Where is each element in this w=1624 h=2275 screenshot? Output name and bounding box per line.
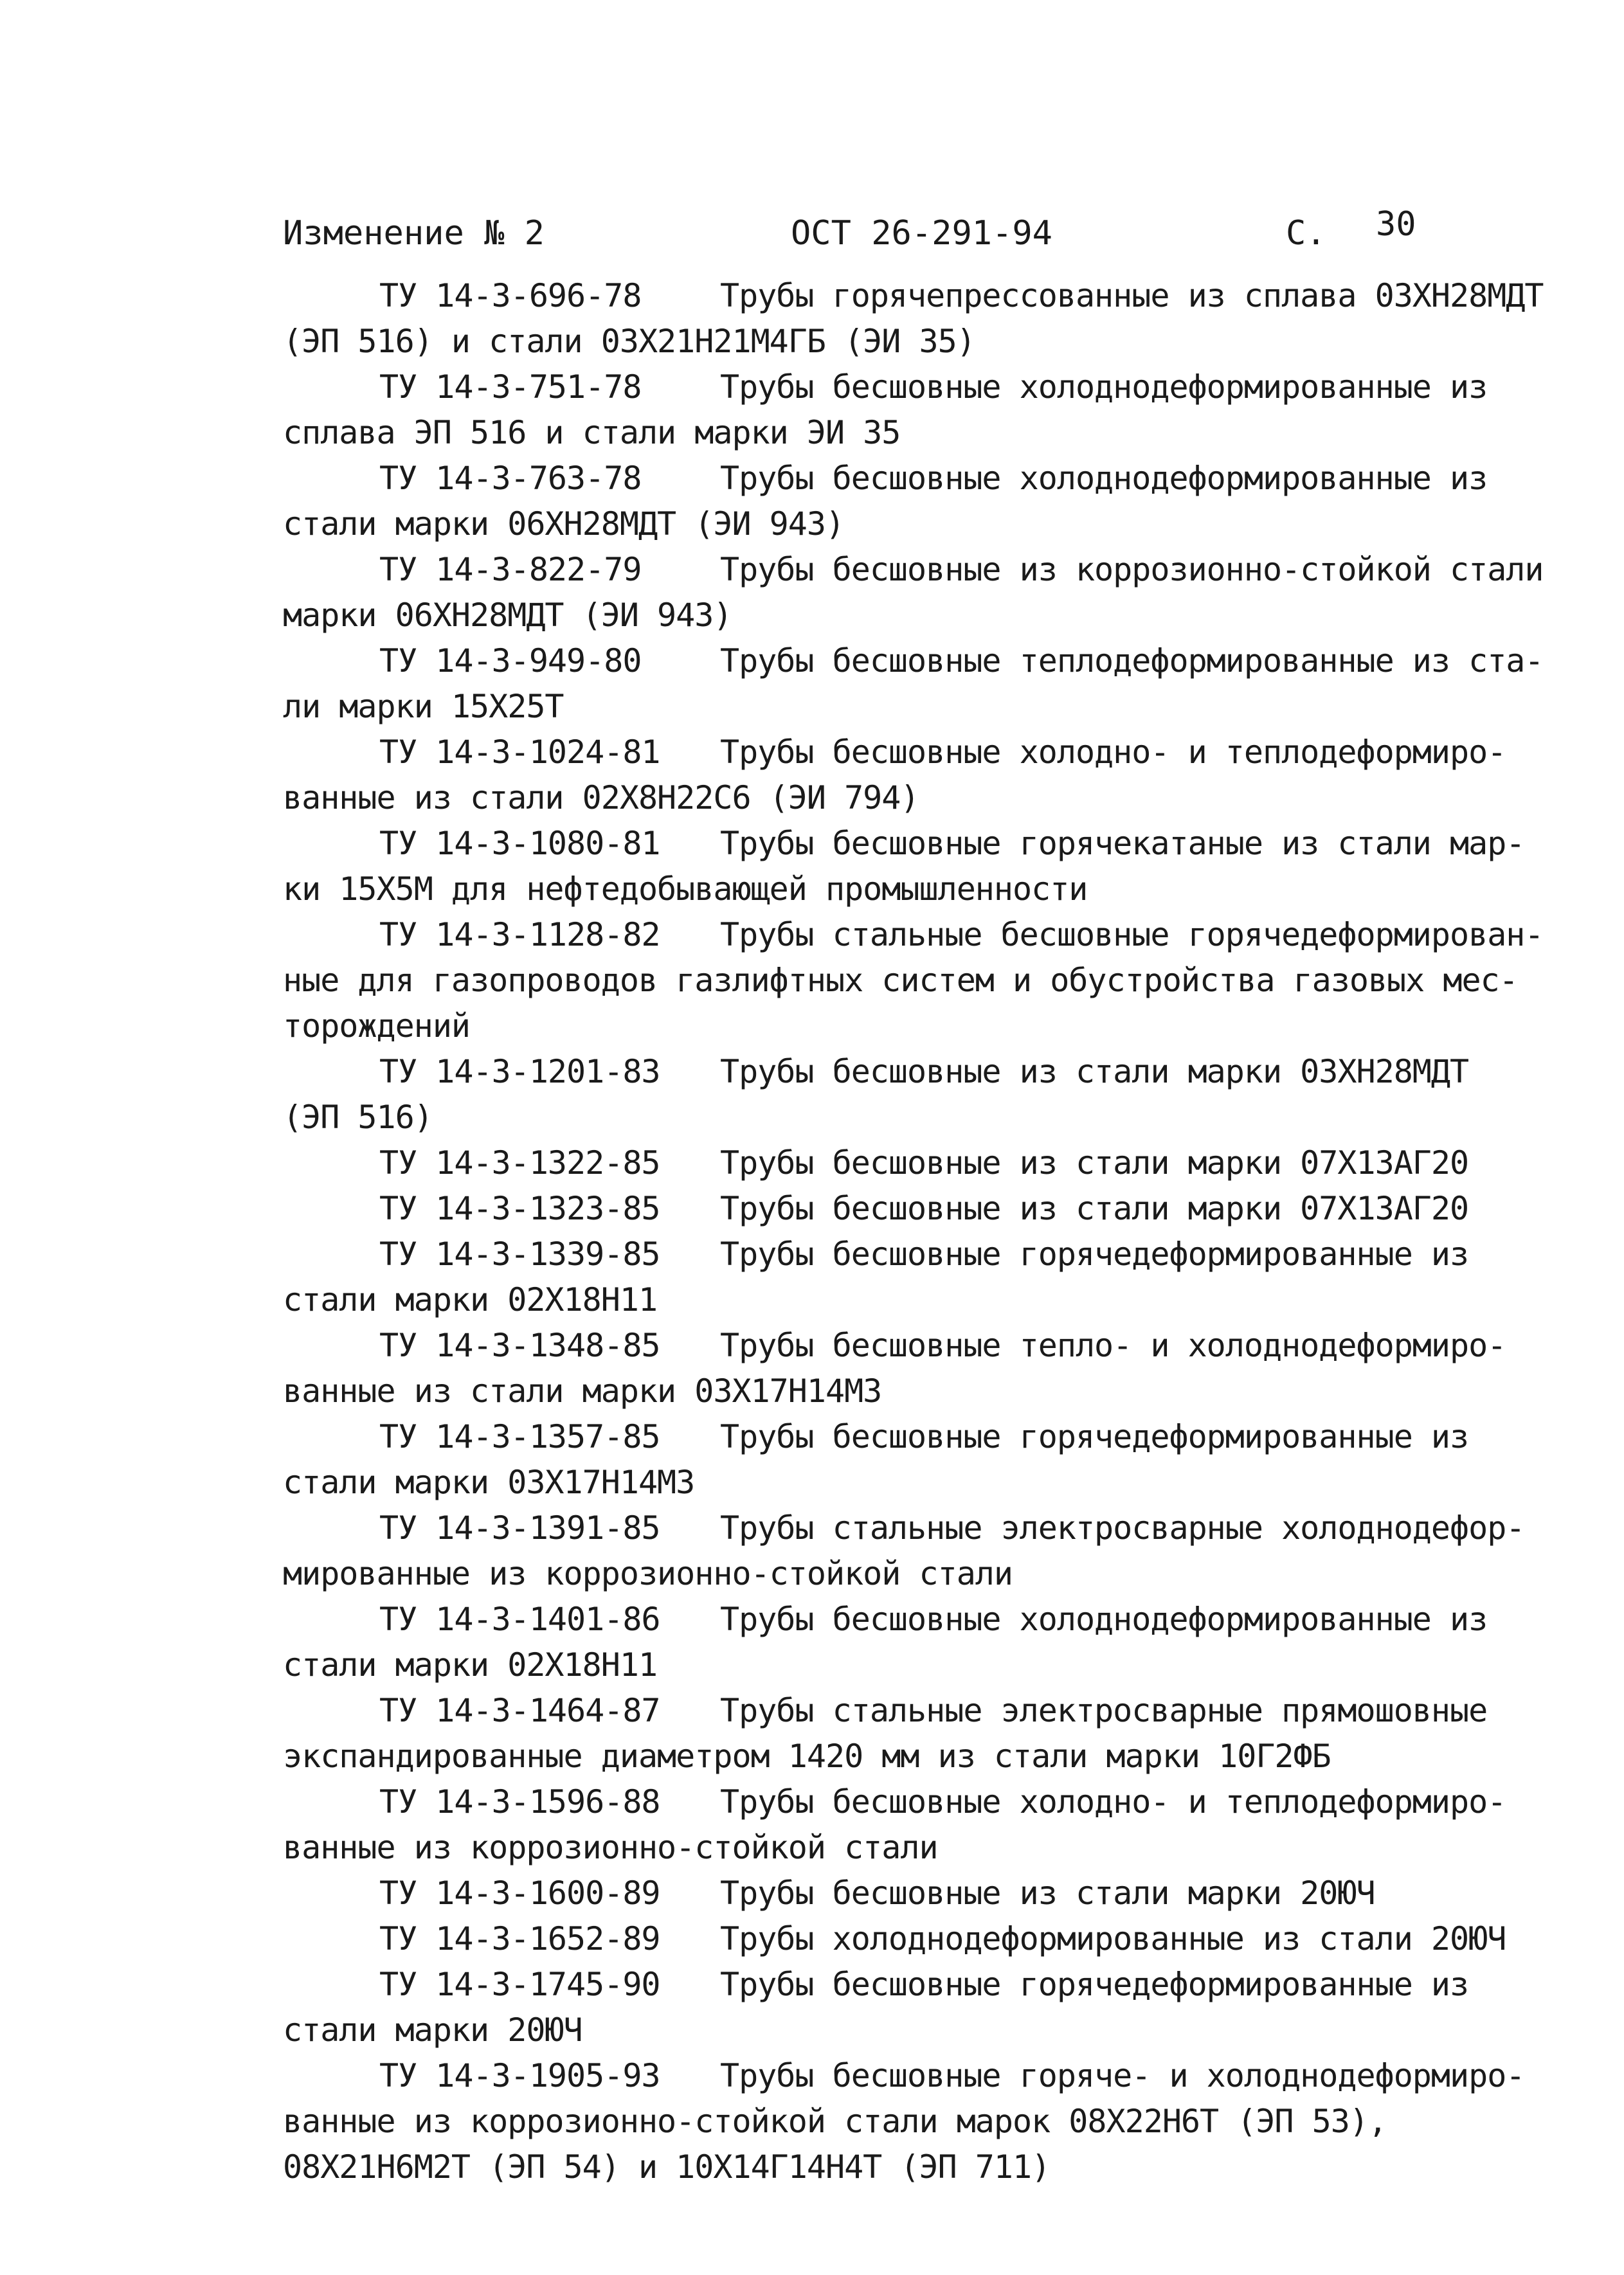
- spec-continuation-line: ванные из коррозионно-стойкой стали: [283, 1829, 938, 1866]
- change-number: Изменение № 2: [283, 214, 545, 253]
- spec-continuation-line: 08Х21Н6М2Т (ЭП 54) и 10Х14Г14Н4Т (ЭП 711): [283, 2148, 1051, 2186]
- spec-code: ТУ 14-3-1080-81: [379, 825, 660, 862]
- spec-code: ТУ 14-3-1596-88: [379, 1783, 660, 1821]
- spec-entry: [283, 1871, 1569, 1916]
- spec-code: ТУ 14-3-1464-87: [379, 1692, 660, 1729]
- spec-entry: [283, 1688, 1569, 1779]
- spec-code: ТУ 14-3-751-78: [379, 368, 642, 406]
- spec-entry-first-line: [283, 638, 1569, 684]
- spec-entry-first-line: [283, 1962, 1569, 2008]
- spec-continuation-line: торождений: [283, 1007, 471, 1045]
- spec-entry: [283, 821, 1569, 912]
- spec-title: Трубы бесшовные горяче- и холоднодеформиро-: [720, 2057, 1525, 2094]
- spec-code: ТУ 14-3-1339-85: [379, 1236, 660, 1273]
- spec-entry: [283, 456, 1569, 547]
- spec-entry-first-line: [283, 1506, 1569, 1551]
- spec-entry-first-line: [283, 273, 1569, 319]
- spec-entry: [283, 547, 1569, 638]
- spec-code: ТУ 14-3-1348-85: [379, 1327, 660, 1364]
- spec-code: ТУ 14-3-1323-85: [379, 1190, 660, 1227]
- spec-entry-first-line: [283, 1916, 1569, 1962]
- spec-continuation-line: ванные из стали 02Х8Н22С6 (ЭИ 794): [283, 779, 919, 816]
- spec-code: ТУ 14-3-1905-93: [379, 2057, 660, 2094]
- spec-entry: [283, 273, 1569, 364]
- spec-code: ТУ 14-3-763-78: [379, 460, 642, 497]
- spec-entry-first-line: [283, 547, 1569, 593]
- spec-title: Трубы стальные бесшовные горячедеформирован-: [720, 916, 1544, 953]
- spec-code: ТУ 14-3-1128-82: [379, 916, 660, 953]
- spec-title: Трубы бесшовные из стали марки 07Х13АГ20: [720, 1144, 1469, 1182]
- spec-title: Трубы бесшовные горячедеформированные из: [720, 1418, 1469, 1455]
- spec-continuation-line: мированные из коррозионно-стойкой стали: [283, 1555, 1013, 1592]
- spec-continuation-line: ли марки 15Х25Т: [283, 688, 564, 725]
- spec-entry-first-line: [283, 1186, 1569, 1232]
- page-number: 30: [1376, 205, 1416, 244]
- spec-title: Трубы холоднодеформированные из стали 20ЮЧ: [720, 1920, 1506, 1957]
- spec-code: ТУ 14-3-1401-86: [379, 1601, 660, 1638]
- spec-entry-first-line: [283, 1140, 1569, 1186]
- spec-entry: [283, 1186, 1569, 1232]
- spec-entry-first-line: [283, 821, 1569, 867]
- spec-continuation-line: (ЭП 516) и стали 03Х21Н21М4ГБ (ЭИ 35): [283, 323, 975, 360]
- spec-entry-first-line: [283, 730, 1569, 775]
- spec-title: Трубы бесшовные из стали марки 20ЮЧ: [720, 1875, 1375, 1912]
- spec-continuation-line: экспандированные диаметром 1420 мм из стали марки 10Г2ФБ: [283, 1738, 1331, 1775]
- spec-entry: [283, 912, 1569, 1049]
- spec-title: Трубы бесшовные горячедеформированные из: [720, 1966, 1469, 2003]
- spec-entry: [283, 364, 1569, 456]
- spec-title: Трубы бесшовные из стали марки 07Х13АГ20: [720, 1190, 1469, 1227]
- spec-entry: [283, 1962, 1569, 2053]
- spec-continuation-line: марки 06ХН28МДТ (ЭИ 943): [283, 597, 732, 634]
- spec-title: Трубы бесшовные из коррозионно-стойкой стали: [720, 551, 1544, 588]
- spec-code: ТУ 14-3-696-78: [379, 277, 642, 314]
- spec-code: ТУ 14-3-1322-85: [379, 1144, 660, 1182]
- spec-continuation-line: ки 15Х5М для нефтедобывающей промышленности: [283, 870, 1088, 908]
- spec-entry: [283, 1506, 1569, 1597]
- spec-continuation-line: ванные из коррозионно-стойкой стали марок 08Х22Н6Т (ЭП 53),: [283, 2103, 1387, 2140]
- spec-code: ТУ 14-3-1600-89: [379, 1875, 660, 1912]
- spec-title: Трубы стальные электросварные прямошовные: [720, 1692, 1488, 1729]
- spec-continuation-line: ванные из стали марки 03Х17Н14М3: [283, 1372, 882, 1410]
- spec-entry-first-line: [283, 364, 1569, 410]
- spec-entry-first-line: [283, 1414, 1569, 1460]
- spec-continuation-line: стали марки 02Х18Н11: [283, 1281, 658, 1318]
- spec-title: Трубы бесшовные из стали марки 03ХН28МДТ: [720, 1053, 1469, 1090]
- spec-entry-first-line: [283, 1049, 1569, 1095]
- spec-entry-first-line: [283, 2053, 1569, 2099]
- spec-entry: [283, 1232, 1569, 1323]
- spec-code: ТУ 14-3-1391-85: [379, 1509, 660, 1547]
- spec-continuation-line: стали марки 02Х18Н11: [283, 1646, 658, 1684]
- spec-continuation-line: стали марки 03Х17Н14М3: [283, 1464, 695, 1501]
- specification-list: [283, 273, 1569, 2190]
- spec-continuation-line: стали марки 06ХН28МДТ (ЭИ 943): [283, 505, 845, 543]
- spec-code: ТУ 14-3-1745-90: [379, 1966, 660, 2003]
- spec-entry: [283, 1916, 1569, 1962]
- spec-code: ТУ 14-3-822-79: [379, 551, 642, 588]
- spec-continuation-line: стали марки 20ЮЧ: [283, 2011, 582, 2049]
- spec-title: Трубы стальные электросварные холоднодефор-: [720, 1509, 1525, 1547]
- spec-entry: [283, 1597, 1569, 1688]
- spec-title: Трубы горячепрессованные из сплава 03ХН28МДТ: [720, 277, 1544, 314]
- spec-entry-first-line: [283, 1871, 1569, 1916]
- spec-entry: [283, 730, 1569, 821]
- spec-entry: [283, 1323, 1569, 1414]
- spec-title: Трубы бесшовные холоднодеформированные из: [720, 1601, 1488, 1638]
- page-label: С.: [1286, 214, 1326, 253]
- spec-entry-first-line: [283, 1232, 1569, 1277]
- spec-continuation-line: сплава ЭП 516 и стали марки ЭИ 35: [283, 414, 901, 451]
- spec-code: ТУ 14-3-1024-81: [379, 733, 660, 771]
- spec-code: ТУ 14-3-1357-85: [379, 1418, 660, 1455]
- spec-entry-first-line: [283, 1323, 1569, 1369]
- spec-title: Трубы бесшовные холодно- и теплодеформиро-: [720, 1783, 1506, 1821]
- spec-title: Трубы бесшовные холоднодеформированные из: [720, 460, 1488, 497]
- spec-code: ТУ 14-3-1652-89: [379, 1920, 660, 1957]
- spec-entry-first-line: [283, 1597, 1569, 1642]
- spec-entry: [283, 1049, 1569, 1140]
- spec-title: Трубы бесшовные горячедеформированные из: [720, 1236, 1469, 1273]
- spec-continuation-line: (ЭП 516): [283, 1099, 433, 1136]
- spec-entry: [283, 1414, 1569, 1506]
- standard-number: ОСТ 26-291-94: [791, 214, 1052, 253]
- spec-title: Трубы бесшовные тепло- и холоднодеформиро-: [720, 1327, 1506, 1364]
- spec-title: Трубы бесшовные горячекатаные из стали мар-: [720, 825, 1525, 862]
- spec-title: Трубы бесшовные холодно- и теплодеформиро-: [720, 733, 1506, 771]
- spec-entry: [283, 2053, 1569, 2190]
- spec-entry-first-line: [283, 456, 1569, 501]
- spec-entry: [283, 638, 1569, 730]
- page-header: [283, 204, 1427, 262]
- spec-continuation-line: ные для газопроводов газлифтных систем и обустройства газовых мес-: [283, 962, 1518, 999]
- spec-entry: [283, 1140, 1569, 1186]
- spec-entry-first-line: [283, 912, 1569, 958]
- spec-title: Трубы бесшовные теплодеформированные из ста-: [720, 642, 1544, 679]
- spec-code: ТУ 14-3-949-80: [379, 642, 642, 679]
- spec-entry-first-line: [283, 1688, 1569, 1734]
- spec-entry: [283, 1779, 1569, 1871]
- spec-code: ТУ 14-3-1201-83: [379, 1053, 660, 1090]
- spec-entry-first-line: [283, 1779, 1569, 1825]
- spec-title: Трубы бесшовные холоднодеформированные из: [720, 368, 1488, 406]
